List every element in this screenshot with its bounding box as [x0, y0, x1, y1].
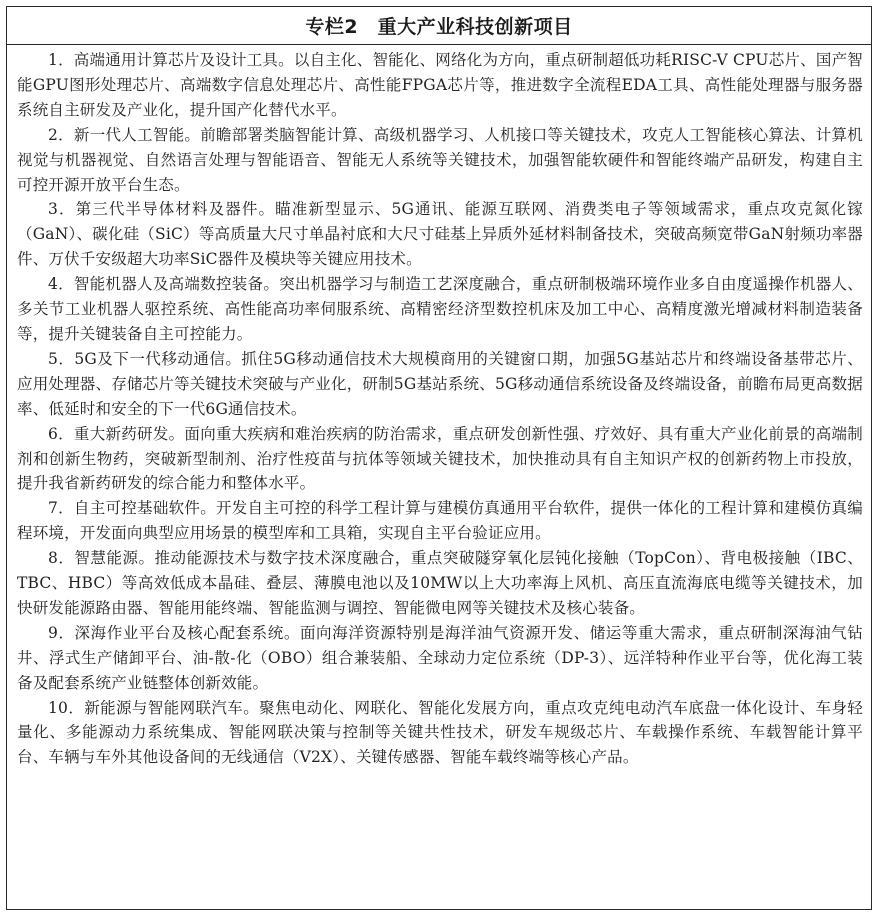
box-body: [7, 45, 871, 770]
item-9: 9．深海作业平台及核心配套系统。面向海洋资源特别是海洋油气资源开发、储运等重大需求，重点研制深海油气钻井、浮式生产储卸平台、油-散-化（OBO）组合兼装船、全球动力定位系统（DP-3）、远洋特种作业平台等，优化海工装备及配套系统产业链整体创新效能。: [17, 623, 863, 692]
feature-box: [6, 6, 872, 910]
item-5: 5．5G及下一代移动通信。抓住5G移动通信技术大规模商用的关键窗口期，加强5G基站芯片和终端设备基带芯片、应用处理器、存储芯片等关键技术突破与产业化，研制5G基站系统、5G移动通信系统设备及终端设备，前瞻布局更高数据率、低延时和安全的下一代6G通信技术。: [17, 349, 863, 418]
item-8: 8．智慧能源。推动能源技术与数字技术深度融合，重点突破隧穿氧化层钝化接触（TopCon）、背电极接触（IBC、TBC、HBC）等高效低成本晶硅、叠层、薄膜电池以及10MW以上大功率海上风机、高压直流海底电缆等关键技术，加快研发能源路由器、智能用能终端、智能监测与调控、智能微电网等关键技术及核心装备。: [17, 549, 863, 617]
box-header: [7, 7, 871, 45]
item-6: 6．重大新药研发。面向重大疾病和难治疾病的防治需求，重点研发创新性强、疗效好、具有重大产业化前景的高端制剂和创新生物药，突破新型制剂、治疗性疫苗与抗体等领域关键技术，加快推动具有自主知识产权的创新药物上市投放，提升我省新药研发的综合能力和整体水平。: [17, 424, 863, 493]
item-4: 4．智能机器人及高端数控装备。突出机器学习与制造工艺深度融合，重点研制极端环境作业多自由度遥操作机器人、多关节工业机器人驱控系统、高性能高功率伺服系统、高精密经济型数控机床及加工中心、高精度激光增减材料制造装备等，提升关键装备自主可控能力。: [17, 275, 863, 343]
item-1: 1．高端通用计算芯片及设计工具。以自主化、智能化、网络化为方向，重点研制超低功耗RISC-V CPU芯片、国产智能GPU图形处理芯片、高端数字信息处理芯片、高性能FPGA芯片等，推进数字全流程EDA工具、高性能处理器与服务器系统自主研发及产业化，提升国产化替代水平。: [17, 51, 863, 119]
item-2: 2．新一代人工智能。前瞻部署类脑智能计算、高级机器学习、人机接口等关键技术，攻克人工智能核心算法、计算机视觉与机器视觉、自然语言处理与智能语音、智能无人系统等关键技术，加强智能软硬件和智能终端产品研发，构建自主可控开源开放平台生态。: [17, 125, 863, 194]
item-10: 10．新能源与智能网联汽车。聚焦电动化、网联化、智能化发展方向，重点攻克纯电动汽车底盘一体化设计、车身轻量化、多能源动力系统集成、智能网联决策与控制等关键共性技术，研发车规级芯片、车载操作系统、车载智能计算平台、车辆与车外其他设备间的无线通信（V2X）、关键传感器、智能车载终端等核心产品。: [17, 698, 863, 767]
box-title: 专栏2 重大产业科技创新项目: [305, 16, 573, 38]
item-3: 3．第三代半导体材料及器件。瞄准新型显示、5G通讯、能源互联网、消费类电子等领域需求，重点攻克氮化镓（GaN）、碳化硅（SiC）等高质量大尺寸单晶衬底和大尺寸硅基上异质外延材料制备技术，突破高频宽带GaN射频功率器件、万伏千安级超大功率SiC器件及模块等关键应用技术。: [17, 200, 863, 269]
item-7: 7．自主可控基础软件。开发自主可控的科学工程计算与建模仿真通用平台软件，提供一体化的工程计算和建模仿真编程环境，开发面向典型应用场景的模型库和工具箱，实现自主平台验证应用。: [17, 499, 863, 543]
